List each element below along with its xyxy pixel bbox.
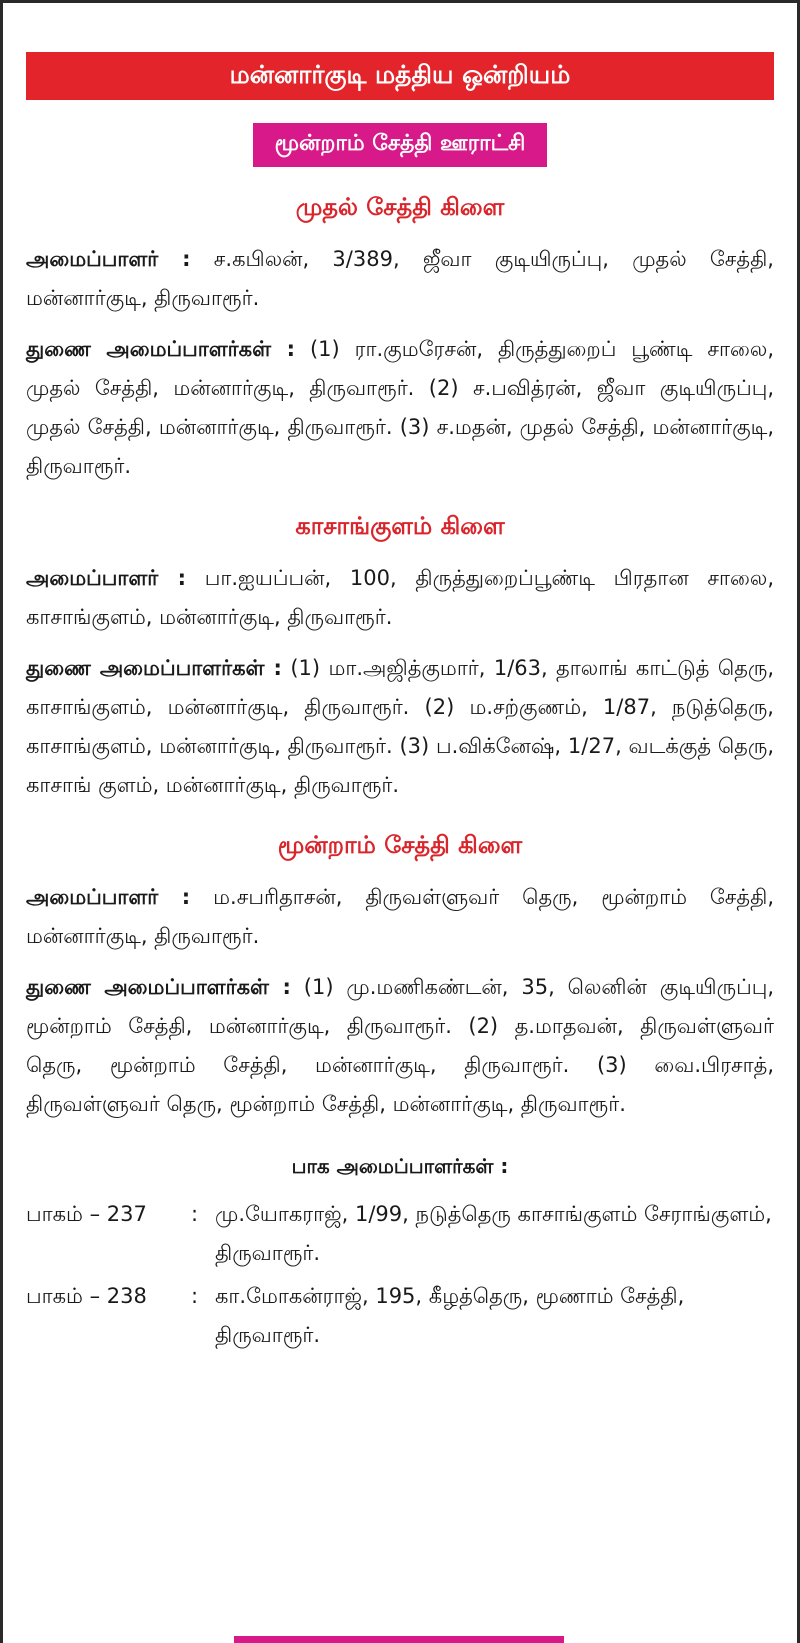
booth-number: பாகம் – 238 [26,1284,147,1308]
booth-colon: : [191,1284,199,1308]
deputy-text: (1) மு.மணிகண்டன், 35, லெனின் குடியிருப்பு, மூன்றாம் சேத்தி, மன்னார்குடி, திருவாரூர். (2) த.மாதவன், திருவள்ளுவர் தெரு, மூன்றாம் சேத்தி, மன்னார்குடி, திருவாரூர். (3) வை.பிரசாத், திருவள்ளுவர் தெரு, மூன்றாம் சேத்தி, மன்னார்குடி, திருவாரூர். [26,975,775,1116]
organizer-text: பா.ஐயப்பன், 100, திருத்துறைப்பூண்டி பிரதான சாலை, காசாங்குளம், மன்னார்குடி, திருவாரூர். [26,566,774,629]
deputy-paragraph [26,968,774,1124]
deputy-label: துணை அமைப்பாளர்கள் : [26,975,291,999]
branch-title: காசாங்குளம் கிளை [295,512,505,540]
organizer-label: அமைப்பாளர் : [26,885,191,909]
booth-number: பாகம் – 237 [26,1202,147,1226]
organizer-text: ச.கபிலன், 3/389, ஜீவா குடியிருப்பு, முதல் சேத்தி, மன்னார்குடி, திருவாரூர். [26,247,774,310]
panchayat-title: மூன்றாம் சேத்தி ஊராட்சி [253,123,548,167]
organizer-paragraph [26,559,774,637]
booth-organizers-heading: பாக அமைப்பாளர்கள் : [291,1154,509,1178]
branch-section [26,831,774,1124]
page-frame-left [0,0,3,1643]
booth-organizer-text: கா.மோகன்ராஜ், 195, கீழத்தெரு, மூணாம் சேத்தி, திருவாரூர். [215,1284,685,1347]
next-section-banner-edge [234,1636,564,1643]
deputy-text: (1) மா.அஜித்குமார், 1/63, தாலாங் காட்டுத் தெரு, காசாங்குளம், மன்னார்குடி, திருவாரூர். (2) ம.சற்குணம், 1/87, நடுத்தெரு, காசாங்குளம், மன்னார்குடி, திருவாரூர். (3) ப.விக்னேஷ், 1/27, வடக்குத் தெரு, காசாங் குளம், மன்னார்குடி, திருவாரூர். [26,656,775,797]
deputy-label: துணை அமைப்பாளர்கள் : [26,656,282,680]
union-title: மன்னார்குடி மத்திய ஒன்றியம் [229,59,571,89]
deputy-label: துணை அமைப்பாளர்கள் : [26,337,296,361]
branch-title: மூன்றாம் சேத்தி கிளை [277,831,523,859]
deputy-paragraph [26,649,774,805]
branch-title: முதல் சேத்தி கிளை [295,193,505,221]
organizer-label: அமைப்பாளர் : [26,247,191,271]
booth-row [26,1277,774,1355]
branch-section [26,512,774,805]
booth-colon: : [191,1202,199,1226]
organizer-paragraph [26,878,774,956]
deputy-paragraph [26,330,774,486]
booth-row [26,1195,774,1273]
booth-organizer-text: மு.யோகராஜ், 1/99, நடுத்தெரு காசாங்குளம் சேராங்குளம், திருவாரூர். [215,1202,772,1265]
panchayat-banner-wrap [26,123,774,167]
document-content [26,0,774,1359]
union-title-banner [26,52,774,100]
deputy-text: (1) ரா.குமரேசன், திருத்துறைப் பூண்டி சாலை, முதல் சேத்தி, மன்னார்குடி, திருவாரூர். (2) ச.பவித்ரன், ஜீவா குடியிருப்பு, முதல் சேத்தி, மன்னார்குடி, திருவாரூர். (3) ச.மதன், முதல் சேத்தி, மன்னார்குடி, திருவாரூர். [26,337,774,478]
branch-section [26,193,774,486]
organizer-text: ம.சபரிதாசன், திருவள்ளுவர் தெரு, மூன்றாம் சேத்தி, மன்னார்குடி, திருவாரூர். [26,885,774,948]
organizer-paragraph [26,240,774,318]
booth-organizers-section [26,1154,774,1355]
organizer-label: அமைப்பாளர் : [26,566,187,590]
